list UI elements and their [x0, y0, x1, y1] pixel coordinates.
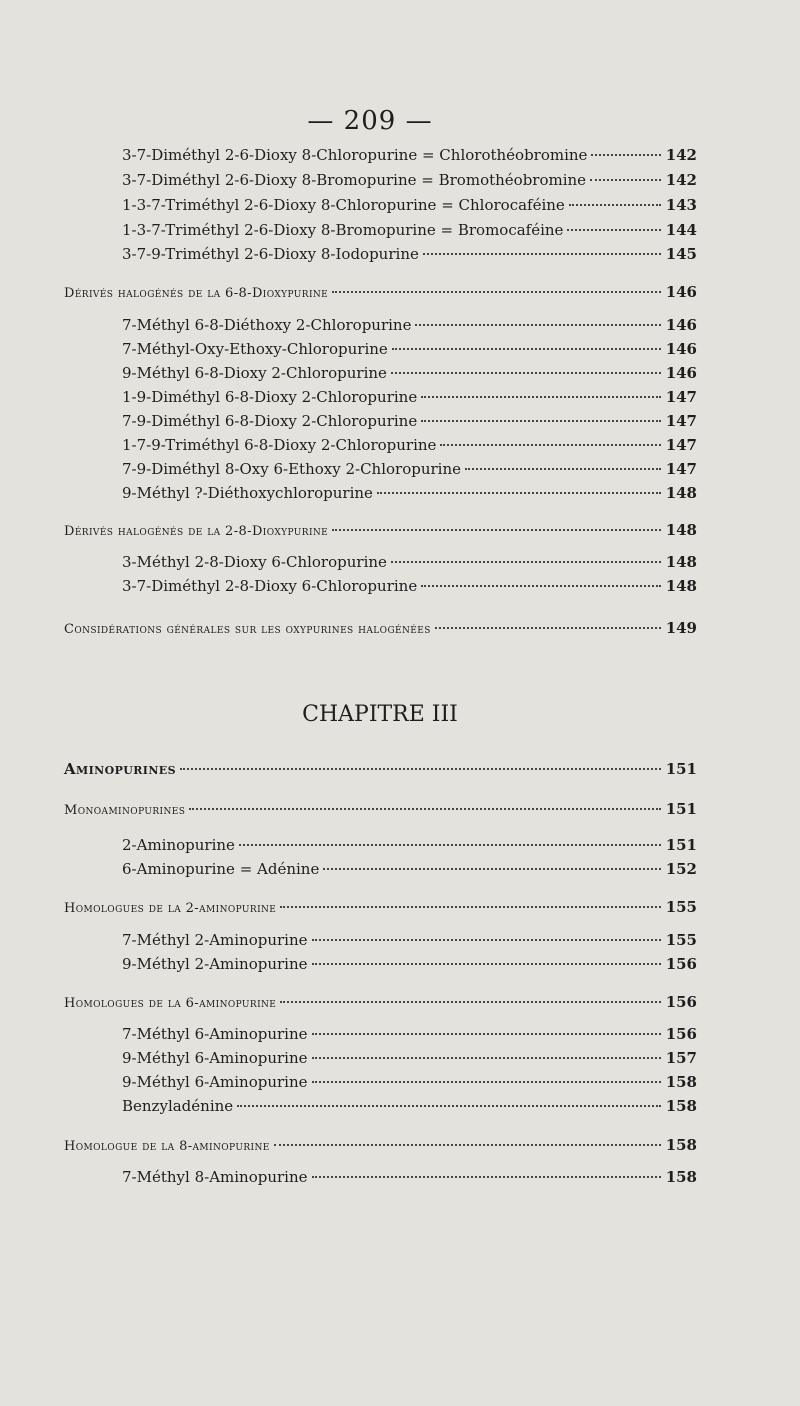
chapter-title: CHAPITRE III: [302, 702, 458, 727]
toc-entry-label: 7-Méthyl 8-Aminopurine: [122, 1168, 308, 1186]
dot-leader: [189, 808, 661, 810]
toc-section-heading: [64, 898, 697, 922]
toc-entry-label: 3-7-Diméthyl 2-8-Dioxy 6-Chloropurine: [122, 577, 418, 595]
toc-entry-page: 144: [665, 221, 697, 239]
toc-entry-page: 146: [665, 283, 697, 301]
dot-leader: [332, 291, 661, 293]
toc-entry: [122, 412, 697, 436]
dot-leader: [591, 154, 661, 156]
toc-entry-label: Benzyladénine: [122, 1097, 234, 1115]
toc-entry: [122, 1049, 697, 1073]
toc-entry-page: 147: [665, 388, 697, 406]
toc-entry: [122, 1025, 697, 1049]
dot-leader: [332, 529, 661, 531]
dot-leader: [440, 444, 661, 446]
toc-entry: [122, 836, 697, 860]
toc-entry-label: 9-Méthyl 6-Aminopurine: [122, 1073, 308, 1091]
toc-entry-page: 148: [665, 553, 697, 571]
toc-entry-label: 7-Méthyl 6-8-Diéthoxy 2-Chloropurine: [122, 316, 412, 334]
toc-entry-page: 151: [665, 836, 697, 854]
toc-entry-page: 155: [665, 898, 697, 916]
toc-entry-label: 7-9-Diméthyl 6-8-Dioxy 2-Chloropurine: [122, 412, 418, 430]
toc-section-heading: [64, 800, 697, 824]
dot-leader: [465, 468, 661, 470]
toc-entry-label: 1-3-7-Triméthyl 2-6-Dioxy 8-Bromopurine = Bromocaféine: [122, 221, 564, 239]
toc-entry-page: 158: [665, 1073, 697, 1091]
toc-entry-page: 155: [665, 931, 697, 949]
toc-entry: [122, 340, 697, 364]
toc-section-heading: [64, 993, 697, 1017]
toc-entry: [122, 553, 697, 577]
toc-entry-page: 152: [665, 860, 697, 878]
toc-entry: [122, 860, 697, 884]
toc-entry-label: 9-Méthyl 6-8-Dioxy 2-Chloropurine: [122, 364, 387, 382]
toc-entry-page: 147: [665, 412, 697, 430]
toc-section-label: Considérations générales sur les oxypurines halogénées: [64, 622, 431, 637]
toc-entry: [122, 196, 697, 220]
toc-entry-page: 145: [665, 245, 697, 263]
toc-entry-page: 148: [665, 577, 697, 595]
toc-entry-label: 3-7-Diméthyl 2-6-Dioxy 8-Bromopurine = Bromothéobromine: [122, 171, 587, 189]
toc-entry: [122, 245, 697, 269]
toc-section-heading: [64, 521, 697, 545]
dot-leader: [274, 1144, 661, 1146]
dot-leader: [180, 768, 661, 770]
toc-entry-page: 142: [665, 171, 697, 189]
dot-leader: [237, 1105, 661, 1107]
toc-entry: [122, 484, 697, 508]
toc-entry: [122, 955, 697, 979]
toc-entry-label: 7-Méthyl 6-Aminopurine: [122, 1025, 308, 1043]
dot-leader: [312, 1033, 661, 1035]
toc-entry-label: 1-7-9-Triméthyl 6-8-Dioxy 2-Chloropurine: [122, 436, 437, 454]
dot-leader: [280, 1001, 661, 1003]
dot-leader: [421, 585, 661, 587]
toc-entry-page: 142: [665, 146, 697, 164]
toc-entry-page: 146: [665, 364, 697, 382]
toc-entry-label: 6-Aminopurine = Adénine: [122, 860, 320, 878]
toc-entry-label: 1-3-7-Triméthyl 2-6-Dioxy 8-Chloropurine = Chlorocaféine: [122, 196, 565, 214]
toc-entry-page: 158: [665, 1097, 697, 1115]
toc-entry-label: 7-Méthyl 2-Aminopurine: [122, 931, 308, 949]
toc-entry-label: 9-Méthyl 2-Aminopurine: [122, 955, 308, 973]
toc-section-heading: [64, 283, 697, 307]
toc-entry: [122, 436, 697, 460]
dot-leader: [423, 253, 661, 255]
dot-leader: [421, 396, 661, 398]
toc-entry-label: 1-9-Diméthyl 6-8-Dioxy 2-Chloropurine: [122, 388, 418, 406]
toc-entry: [122, 171, 697, 195]
toc-entry-page: 156: [665, 1025, 697, 1043]
dot-leader: [323, 868, 661, 870]
dot-leader: [312, 963, 661, 965]
dot-leader: [435, 627, 661, 629]
toc-section-heading: [64, 1136, 697, 1160]
toc-entry-page: 156: [665, 993, 697, 1011]
dot-leader: [392, 348, 661, 350]
toc-section-label: Monoaminopurines: [64, 803, 186, 818]
toc-section-heading: [64, 619, 697, 643]
dot-leader: [312, 939, 661, 941]
toc-entry: [122, 364, 697, 388]
toc-entry-label: 9-Méthyl ?-Diéthoxychloropurine: [122, 484, 373, 502]
dot-leader: [391, 561, 661, 563]
toc-entry-label: 2-Aminopurine: [122, 836, 235, 854]
toc-entry: [122, 1168, 697, 1192]
dot-leader: [569, 204, 661, 206]
toc-entry-page: 146: [665, 340, 697, 358]
toc-section-label: Homologues de la 6-aminopurine: [64, 996, 277, 1011]
dot-leader: [239, 844, 661, 846]
toc-entry: [122, 146, 697, 170]
toc-entry: [122, 388, 697, 412]
toc-entry-label: 3-Méthyl 2-8-Dioxy 6-Chloropurine: [122, 553, 387, 571]
toc-entry-label: 7-9-Diméthyl 8-Oxy 6-Ethoxy 2-Chloropurine: [122, 460, 462, 478]
dot-leader: [391, 372, 661, 374]
dot-leader: [567, 229, 661, 231]
toc-section-label: Dérivés halogénés de la 2-8-Dioxypurine: [64, 524, 329, 539]
toc-entry: [122, 460, 697, 484]
toc-entry: [122, 1073, 697, 1097]
toc-entry: [122, 316, 697, 340]
toc-entry-label: 3-7-Diméthyl 2-6-Dioxy 8-Chloropurine = Chlorothéobromine: [122, 146, 588, 164]
toc-entry-label: 7-Méthyl-Oxy-Ethoxy-Chloropurine: [122, 340, 388, 358]
dot-leader: [312, 1176, 661, 1178]
toc-entry-page: 143: [665, 196, 697, 214]
toc-entry-page: 156: [665, 955, 697, 973]
toc-entry: [122, 1097, 697, 1121]
toc-entry: [122, 931, 697, 955]
toc-entry-page: 157: [665, 1049, 697, 1067]
toc-entry-page: 147: [665, 436, 697, 454]
page-number: — 209 —: [307, 106, 433, 136]
toc-section-label: Dérivés halogénés de la 6-8-Dioxypurine: [64, 286, 329, 301]
dot-leader: [415, 324, 661, 326]
toc-entry-page: 148: [665, 484, 697, 502]
toc-entry-page: 148: [665, 521, 697, 539]
dot-leader: [312, 1057, 661, 1059]
dot-leader: [280, 906, 661, 908]
toc-entry-label: 3-7-9-Triméthyl 2-6-Dioxy 8-Iodopurine: [122, 245, 419, 263]
toc-entry-page: 158: [665, 1168, 697, 1186]
toc-section-label: Homologues de la 2-aminopurine: [64, 901, 277, 916]
toc-entry-page: 146: [665, 316, 697, 334]
toc-section-heading: [64, 760, 697, 784]
dot-leader: [312, 1081, 661, 1083]
toc-entry-page: 158: [665, 1136, 697, 1154]
toc-entry-page: 147: [665, 460, 697, 478]
toc-entry-label: 9-Méthyl 6-Aminopurine: [122, 1049, 308, 1067]
toc-entry-page: 151: [665, 800, 697, 818]
toc-entry-page: 149: [665, 619, 697, 637]
toc-entry: [122, 221, 697, 245]
dot-leader: [377, 492, 661, 494]
toc-section-label: Homologue de la 8-aminopurine: [64, 1139, 270, 1154]
toc-section-label: Aminopurines: [64, 760, 176, 778]
toc-entry-page: 151: [665, 760, 697, 778]
toc-entry: [122, 577, 697, 601]
dot-leader: [590, 179, 661, 181]
dot-leader: [421, 420, 661, 422]
